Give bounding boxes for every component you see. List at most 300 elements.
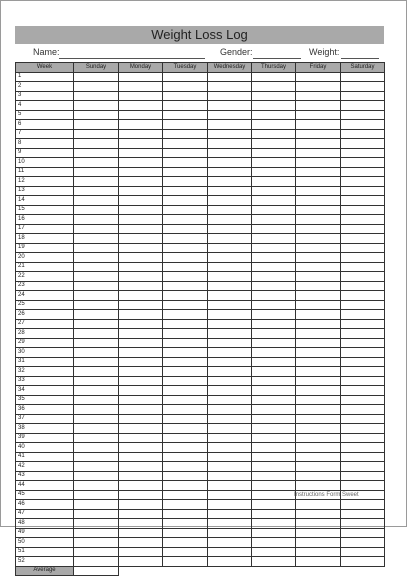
weight-entry-cell[interactable]: [341, 367, 385, 377]
weight-entry-cell[interactable]: [208, 386, 252, 396]
weight-entry-cell[interactable]: [74, 291, 119, 301]
weight-entry-cell[interactable]: [119, 414, 163, 424]
weight-entry-cell[interactable]: [341, 234, 385, 244]
weight-entry-cell[interactable]: [341, 433, 385, 443]
weight-entry-cell[interactable]: [341, 386, 385, 396]
weight-entry-cell[interactable]: [208, 82, 252, 92]
weight-entry-cell[interactable]: [208, 452, 252, 462]
weight-entry-cell[interactable]: [208, 272, 252, 282]
weight-entry-cell[interactable]: [252, 481, 296, 491]
weight-entry-cell[interactable]: [296, 310, 341, 320]
weight-entry-cell[interactable]: [208, 262, 252, 272]
weight-entry-cell[interactable]: [163, 376, 208, 386]
weight-entry-cell[interactable]: [74, 82, 119, 92]
weight-entry-cell[interactable]: [208, 338, 252, 348]
weight-entry-cell[interactable]: [208, 101, 252, 111]
weight-entry-cell[interactable]: [119, 452, 163, 462]
weight-entry-cell[interactable]: [163, 490, 208, 500]
weight-entry-cell[interactable]: [341, 120, 385, 130]
weight-entry-cell[interactable]: [119, 91, 163, 101]
weight-entry-cell[interactable]: [74, 281, 119, 291]
weight-entry-cell[interactable]: [296, 186, 341, 196]
weight-entry-cell[interactable]: [208, 243, 252, 253]
weight-entry-cell[interactable]: [341, 481, 385, 491]
weight-entry-cell[interactable]: [74, 91, 119, 101]
weight-entry-cell[interactable]: [119, 357, 163, 367]
weight-entry-cell[interactable]: [341, 300, 385, 310]
weight-entry-cell[interactable]: [296, 148, 341, 158]
weight-entry-cell[interactable]: [208, 329, 252, 339]
weight-entry-cell[interactable]: [252, 186, 296, 196]
weight-entry-cell[interactable]: [119, 538, 163, 548]
weight-entry-cell[interactable]: [341, 139, 385, 149]
weight-entry-cell[interactable]: [296, 424, 341, 434]
weight-entry-cell[interactable]: [208, 139, 252, 149]
weight-entry-cell[interactable]: [341, 395, 385, 405]
weight-entry-cell[interactable]: [296, 177, 341, 187]
weight-entry-cell[interactable]: [296, 167, 341, 177]
weight-entry-cell[interactable]: [252, 129, 296, 139]
weight-entry-cell[interactable]: [341, 158, 385, 168]
weight-entry-cell[interactable]: [341, 224, 385, 234]
weight-entry-cell[interactable]: [74, 310, 119, 320]
weight-entry-cell[interactable]: [341, 443, 385, 453]
weight-entry-cell[interactable]: [119, 243, 163, 253]
weight-entry-cell[interactable]: [341, 148, 385, 158]
weight-entry-cell[interactable]: [296, 82, 341, 92]
weight-entry-cell[interactable]: [208, 72, 252, 82]
weight-entry-cell[interactable]: [296, 120, 341, 130]
weight-entry-cell[interactable]: [341, 177, 385, 187]
weight-entry-cell[interactable]: [119, 148, 163, 158]
weight-entry-cell[interactable]: [208, 120, 252, 130]
weight-entry-cell[interactable]: [341, 357, 385, 367]
weight-entry-cell[interactable]: [208, 291, 252, 301]
weight-entry-cell[interactable]: [296, 471, 341, 481]
weight-entry-cell[interactable]: [296, 224, 341, 234]
weight-entry-cell[interactable]: [119, 300, 163, 310]
weight-field[interactable]: [341, 58, 379, 59]
weight-entry-cell[interactable]: [119, 158, 163, 168]
weight-entry-cell[interactable]: [208, 253, 252, 263]
weight-entry-cell[interactable]: [208, 547, 252, 557]
weight-entry-cell[interactable]: [252, 338, 296, 348]
weight-entry-cell[interactable]: [252, 557, 296, 567]
weight-entry-cell[interactable]: [296, 329, 341, 339]
weight-entry-cell[interactable]: [252, 462, 296, 472]
weight-entry-cell[interactable]: [208, 158, 252, 168]
weight-entry-cell[interactable]: [74, 481, 119, 491]
weight-entry-cell[interactable]: [163, 129, 208, 139]
weight-entry-cell[interactable]: [74, 329, 119, 339]
weight-entry-cell[interactable]: [296, 338, 341, 348]
weight-entry-cell[interactable]: [208, 224, 252, 234]
weight-entry-cell[interactable]: [74, 148, 119, 158]
weight-entry-cell[interactable]: [74, 414, 119, 424]
weight-entry-cell[interactable]: [163, 148, 208, 158]
weight-entry-cell[interactable]: [208, 490, 252, 500]
weight-entry-cell[interactable]: [119, 72, 163, 82]
weight-entry-cell[interactable]: [119, 528, 163, 538]
weight-entry-cell[interactable]: [252, 509, 296, 519]
weight-entry-cell[interactable]: [208, 281, 252, 291]
weight-entry-cell[interactable]: [252, 262, 296, 272]
weight-entry-cell[interactable]: [119, 196, 163, 206]
weight-entry-cell[interactable]: [296, 528, 341, 538]
weight-entry-cell[interactable]: [341, 215, 385, 225]
weight-entry-cell[interactable]: [252, 319, 296, 329]
weight-entry-cell[interactable]: [296, 547, 341, 557]
weight-entry-cell[interactable]: [208, 443, 252, 453]
weight-entry-cell[interactable]: [252, 500, 296, 510]
weight-entry-cell[interactable]: [119, 120, 163, 130]
weight-entry-cell[interactable]: [74, 547, 119, 557]
weight-entry-cell[interactable]: [163, 291, 208, 301]
weight-entry-cell[interactable]: [74, 319, 119, 329]
weight-entry-cell[interactable]: [252, 547, 296, 557]
weight-entry-cell[interactable]: [163, 139, 208, 149]
weight-entry-cell[interactable]: [252, 471, 296, 481]
weight-entry-cell[interactable]: [74, 186, 119, 196]
weight-entry-cell[interactable]: [296, 262, 341, 272]
weight-entry-cell[interactable]: [252, 300, 296, 310]
weight-entry-cell[interactable]: [341, 348, 385, 358]
weight-entry-cell[interactable]: [119, 395, 163, 405]
weight-entry-cell[interactable]: [119, 338, 163, 348]
weight-entry-cell[interactable]: [74, 386, 119, 396]
weight-entry-cell[interactable]: [119, 509, 163, 519]
weight-entry-cell[interactable]: [74, 158, 119, 168]
weight-entry-cell[interactable]: [252, 538, 296, 548]
weight-entry-cell[interactable]: [341, 205, 385, 215]
weight-entry-cell[interactable]: [163, 310, 208, 320]
weight-entry-cell[interactable]: [74, 471, 119, 481]
weight-entry-cell[interactable]: [163, 452, 208, 462]
weight-entry-cell[interactable]: [208, 405, 252, 415]
weight-entry-cell[interactable]: [119, 329, 163, 339]
weight-entry-cell[interactable]: [119, 167, 163, 177]
weight-entry-cell[interactable]: [252, 272, 296, 282]
weight-entry-cell[interactable]: [252, 224, 296, 234]
weight-entry-cell[interactable]: [208, 481, 252, 491]
weight-entry-cell[interactable]: [341, 405, 385, 415]
weight-entry-cell[interactable]: [163, 205, 208, 215]
weight-entry-cell[interactable]: [74, 509, 119, 519]
weight-entry-cell[interactable]: [341, 291, 385, 301]
weight-entry-cell[interactable]: [119, 215, 163, 225]
weight-entry-cell[interactable]: [341, 424, 385, 434]
gender-field[interactable]: [253, 58, 301, 59]
weight-entry-cell[interactable]: [296, 367, 341, 377]
weight-entry-cell[interactable]: [341, 329, 385, 339]
weight-entry-cell[interactable]: [119, 348, 163, 358]
weight-entry-cell[interactable]: [74, 357, 119, 367]
weight-entry-cell[interactable]: [252, 376, 296, 386]
weight-entry-cell[interactable]: [341, 101, 385, 111]
weight-entry-cell[interactable]: [341, 281, 385, 291]
weight-entry-cell[interactable]: [74, 395, 119, 405]
weight-entry-cell[interactable]: [208, 129, 252, 139]
weight-entry-cell[interactable]: [296, 110, 341, 120]
weight-entry-cell[interactable]: [208, 538, 252, 548]
weight-entry-cell[interactable]: [74, 367, 119, 377]
weight-entry-cell[interactable]: [296, 481, 341, 491]
weight-entry-cell[interactable]: [74, 348, 119, 358]
weight-entry-cell[interactable]: [163, 196, 208, 206]
weight-entry-cell[interactable]: [208, 528, 252, 538]
weight-entry-cell[interactable]: [341, 253, 385, 263]
weight-entry-cell[interactable]: [252, 253, 296, 263]
weight-entry-cell[interactable]: [74, 443, 119, 453]
weight-entry-cell[interactable]: [163, 72, 208, 82]
weight-entry-cell[interactable]: [163, 547, 208, 557]
weight-entry-cell[interactable]: [163, 386, 208, 396]
weight-entry-cell[interactable]: [208, 215, 252, 225]
weight-entry-cell[interactable]: [74, 243, 119, 253]
weight-entry-cell[interactable]: [341, 500, 385, 510]
average-value-cell[interactable]: [74, 566, 119, 576]
weight-entry-cell[interactable]: [296, 196, 341, 206]
weight-entry-cell[interactable]: [252, 433, 296, 443]
weight-entry-cell[interactable]: [119, 310, 163, 320]
weight-entry-cell[interactable]: [163, 338, 208, 348]
weight-entry-cell[interactable]: [74, 205, 119, 215]
weight-entry-cell[interactable]: [74, 120, 119, 130]
weight-entry-cell[interactable]: [296, 205, 341, 215]
weight-entry-cell[interactable]: [252, 167, 296, 177]
weight-entry-cell[interactable]: [341, 528, 385, 538]
weight-entry-cell[interactable]: [119, 253, 163, 263]
weight-entry-cell[interactable]: [119, 367, 163, 377]
weight-entry-cell[interactable]: [208, 462, 252, 472]
weight-entry-cell[interactable]: [74, 72, 119, 82]
weight-entry-cell[interactable]: [163, 395, 208, 405]
weight-entry-cell[interactable]: [252, 158, 296, 168]
weight-entry-cell[interactable]: [119, 281, 163, 291]
weight-entry-cell[interactable]: [341, 72, 385, 82]
weight-entry-cell[interactable]: [163, 443, 208, 453]
weight-entry-cell[interactable]: [163, 300, 208, 310]
weight-entry-cell[interactable]: [341, 82, 385, 92]
weight-entry-cell[interactable]: [74, 557, 119, 567]
weight-entry-cell[interactable]: [252, 205, 296, 215]
weight-entry-cell[interactable]: [252, 291, 296, 301]
weight-entry-cell[interactable]: [74, 272, 119, 282]
weight-entry-cell[interactable]: [119, 262, 163, 272]
weight-entry-cell[interactable]: [119, 224, 163, 234]
weight-entry-cell[interactable]: [163, 462, 208, 472]
weight-entry-cell[interactable]: [252, 452, 296, 462]
weight-entry-cell[interactable]: [296, 272, 341, 282]
weight-entry-cell[interactable]: [296, 253, 341, 263]
weight-entry-cell[interactable]: [163, 424, 208, 434]
weight-entry-cell[interactable]: [163, 367, 208, 377]
weight-entry-cell[interactable]: [252, 215, 296, 225]
weight-entry-cell[interactable]: [252, 234, 296, 244]
weight-entry-cell[interactable]: [252, 424, 296, 434]
weight-entry-cell[interactable]: [119, 557, 163, 567]
weight-entry-cell[interactable]: [296, 509, 341, 519]
weight-entry-cell[interactable]: [208, 509, 252, 519]
weight-entry-cell[interactable]: [341, 186, 385, 196]
weight-entry-cell[interactable]: [119, 101, 163, 111]
weight-entry-cell[interactable]: [252, 91, 296, 101]
weight-entry-cell[interactable]: [119, 177, 163, 187]
weight-entry-cell[interactable]: [296, 158, 341, 168]
weight-entry-cell[interactable]: [163, 348, 208, 358]
weight-entry-cell[interactable]: [74, 300, 119, 310]
weight-entry-cell[interactable]: [341, 471, 385, 481]
weight-entry-cell[interactable]: [163, 433, 208, 443]
weight-entry-cell[interactable]: [296, 500, 341, 510]
weight-entry-cell[interactable]: [163, 528, 208, 538]
weight-entry-cell[interactable]: [341, 91, 385, 101]
weight-entry-cell[interactable]: [252, 414, 296, 424]
weight-entry-cell[interactable]: [296, 234, 341, 244]
weight-entry-cell[interactable]: [74, 500, 119, 510]
weight-entry-cell[interactable]: [163, 414, 208, 424]
weight-entry-cell[interactable]: [208, 310, 252, 320]
weight-entry-cell[interactable]: [163, 215, 208, 225]
weight-entry-cell[interactable]: [296, 433, 341, 443]
weight-entry-cell[interactable]: [163, 319, 208, 329]
weight-entry-cell[interactable]: [119, 386, 163, 396]
weight-entry-cell[interactable]: [208, 319, 252, 329]
weight-entry-cell[interactable]: [208, 186, 252, 196]
weight-entry-cell[interactable]: [208, 367, 252, 377]
weight-entry-cell[interactable]: [296, 291, 341, 301]
weight-entry-cell[interactable]: [252, 528, 296, 538]
weight-entry-cell[interactable]: [296, 319, 341, 329]
weight-entry-cell[interactable]: [208, 205, 252, 215]
weight-entry-cell[interactable]: [119, 186, 163, 196]
weight-entry-cell[interactable]: [296, 386, 341, 396]
weight-entry-cell[interactable]: [119, 129, 163, 139]
weight-entry-cell[interactable]: [252, 101, 296, 111]
weight-entry-cell[interactable]: [341, 243, 385, 253]
weight-entry-cell[interactable]: [163, 158, 208, 168]
weight-entry-cell[interactable]: [208, 234, 252, 244]
weight-entry-cell[interactable]: [119, 405, 163, 415]
weight-entry-cell[interactable]: [341, 110, 385, 120]
weight-entry-cell[interactable]: [208, 348, 252, 358]
weight-entry-cell[interactable]: [163, 557, 208, 567]
weight-entry-cell[interactable]: [296, 405, 341, 415]
weight-entry-cell[interactable]: [341, 547, 385, 557]
weight-entry-cell[interactable]: [74, 129, 119, 139]
weight-entry-cell[interactable]: [163, 177, 208, 187]
weight-entry-cell[interactable]: [74, 262, 119, 272]
weight-entry-cell[interactable]: [119, 433, 163, 443]
weight-entry-cell[interactable]: [296, 557, 341, 567]
weight-entry-cell[interactable]: [74, 234, 119, 244]
weight-entry-cell[interactable]: [252, 386, 296, 396]
weight-entry-cell[interactable]: [163, 272, 208, 282]
weight-entry-cell[interactable]: [74, 215, 119, 225]
weight-entry-cell[interactable]: [296, 414, 341, 424]
weight-entry-cell[interactable]: [163, 101, 208, 111]
weight-entry-cell[interactable]: [208, 414, 252, 424]
weight-entry-cell[interactable]: [296, 139, 341, 149]
weight-entry-cell[interactable]: [208, 557, 252, 567]
weight-entry-cell[interactable]: [252, 243, 296, 253]
weight-entry-cell[interactable]: [341, 310, 385, 320]
weight-entry-cell[interactable]: [74, 139, 119, 149]
weight-entry-cell[interactable]: [341, 557, 385, 567]
weight-entry-cell[interactable]: [252, 120, 296, 130]
weight-entry-cell[interactable]: [163, 110, 208, 120]
weight-entry-cell[interactable]: [208, 196, 252, 206]
weight-entry-cell[interactable]: [163, 224, 208, 234]
weight-entry-cell[interactable]: [252, 310, 296, 320]
weight-entry-cell[interactable]: [119, 424, 163, 434]
weight-entry-cell[interactable]: [341, 376, 385, 386]
weight-entry-cell[interactable]: [208, 357, 252, 367]
weight-entry-cell[interactable]: [296, 101, 341, 111]
weight-entry-cell[interactable]: [341, 272, 385, 282]
weight-entry-cell[interactable]: [163, 243, 208, 253]
weight-entry-cell[interactable]: [163, 120, 208, 130]
weight-entry-cell[interactable]: [296, 72, 341, 82]
weight-entry-cell[interactable]: [296, 395, 341, 405]
weight-entry-cell[interactable]: [208, 471, 252, 481]
weight-entry-cell[interactable]: [163, 167, 208, 177]
weight-entry-cell[interactable]: [163, 253, 208, 263]
weight-entry-cell[interactable]: [341, 262, 385, 272]
weight-entry-cell[interactable]: [252, 329, 296, 339]
weight-entry-cell[interactable]: [163, 481, 208, 491]
weight-entry-cell[interactable]: [252, 281, 296, 291]
weight-entry-cell[interactable]: [252, 348, 296, 358]
weight-entry-cell[interactable]: [252, 367, 296, 377]
weight-entry-cell[interactable]: [74, 167, 119, 177]
weight-entry-cell[interactable]: [119, 481, 163, 491]
weight-entry-cell[interactable]: [296, 452, 341, 462]
weight-entry-cell[interactable]: [74, 376, 119, 386]
weight-entry-cell[interactable]: [296, 215, 341, 225]
weight-entry-cell[interactable]: [208, 395, 252, 405]
weight-entry-cell[interactable]: [119, 500, 163, 510]
weight-entry-cell[interactable]: [74, 490, 119, 500]
weight-entry-cell[interactable]: [296, 300, 341, 310]
weight-entry-cell[interactable]: [74, 433, 119, 443]
weight-entry-cell[interactable]: [163, 82, 208, 92]
weight-entry-cell[interactable]: [252, 110, 296, 120]
name-field[interactable]: [59, 58, 205, 59]
weight-entry-cell[interactable]: [296, 443, 341, 453]
weight-entry-cell[interactable]: [341, 338, 385, 348]
weight-entry-cell[interactable]: [74, 101, 119, 111]
weight-entry-cell[interactable]: [341, 196, 385, 206]
weight-entry-cell[interactable]: [252, 357, 296, 367]
weight-entry-cell[interactable]: [208, 433, 252, 443]
weight-entry-cell[interactable]: [119, 139, 163, 149]
weight-entry-cell[interactable]: [252, 490, 296, 500]
weight-entry-cell[interactable]: [119, 462, 163, 472]
weight-entry-cell[interactable]: [74, 224, 119, 234]
weight-entry-cell[interactable]: [208, 424, 252, 434]
weight-entry-cell[interactable]: [163, 538, 208, 548]
weight-entry-cell[interactable]: [252, 196, 296, 206]
weight-entry-cell[interactable]: [208, 500, 252, 510]
weight-entry-cell[interactable]: [163, 262, 208, 272]
weight-entry-cell[interactable]: [296, 348, 341, 358]
weight-entry-cell[interactable]: [163, 500, 208, 510]
weight-entry-cell[interactable]: [74, 110, 119, 120]
weight-entry-cell[interactable]: [119, 82, 163, 92]
weight-entry-cell[interactable]: [119, 443, 163, 453]
weight-entry-cell[interactable]: [341, 414, 385, 424]
